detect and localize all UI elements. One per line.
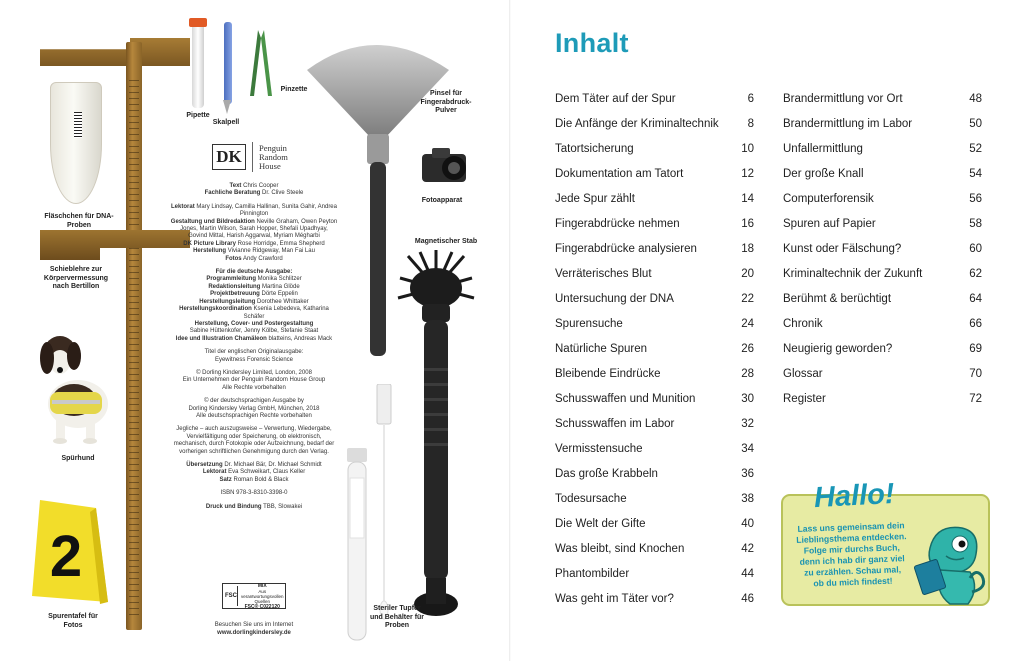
toc-entry-title: Brandermittlung vor Ort — [783, 93, 903, 105]
toc-entry-page: 72 — [969, 393, 982, 405]
toc-entry[interactable] — [783, 143, 982, 168]
sterile-swab-image — [372, 384, 396, 620]
toc-entry[interactable] — [555, 143, 754, 168]
toc-entry-page: 44 — [741, 568, 754, 580]
toc-entry-page: 36 — [741, 468, 754, 480]
toc-entry-page: 69 — [969, 343, 982, 355]
toc-entry-page: 24 — [741, 318, 754, 330]
logo-divider — [252, 142, 253, 172]
toc-entry-title: Die Welt der Gifte — [555, 518, 646, 530]
toc-entry-title: Glossar — [783, 368, 823, 380]
toc-entry-title: Chronik — [783, 318, 823, 330]
caption-marker: Spurentafel für Fotos — [48, 613, 98, 629]
toc-entry-title: Das große Krabbeln — [555, 468, 658, 480]
toc-entry-title: Spuren auf Papier — [783, 218, 876, 230]
toc-entry[interactable] — [555, 568, 754, 593]
publisher-logo — [212, 142, 288, 172]
toc-entry-title: Todesursache — [555, 493, 627, 505]
caption-camera: Fotoapparat — [421, 197, 463, 204]
caption-pipette: Pipette — [186, 112, 210, 119]
toc-entry[interactable] — [555, 443, 754, 468]
toc-entry[interactable] — [783, 393, 982, 418]
toc-entry-title: Jede Spur zählt — [555, 193, 635, 205]
toc-entry-page: 30 — [741, 393, 754, 405]
prh-logo: Penguin Random House — [259, 142, 288, 171]
dna-flask-image — [50, 82, 102, 204]
toc-entry[interactable] — [783, 193, 982, 218]
toc-entry-title: Der große Knall — [783, 168, 864, 180]
toc-entry[interactable] — [555, 368, 754, 393]
caliper-top-jaw — [40, 38, 190, 66]
toc-entry[interactable] — [555, 418, 754, 443]
toc-entry[interactable] — [555, 293, 754, 318]
toc-entry-page: 64 — [969, 293, 982, 305]
toc-entry-page: 10 — [741, 143, 754, 155]
toc-entry[interactable] — [555, 518, 754, 543]
caption-dog: Spürhund — [61, 455, 95, 462]
toc-entry-page: 54 — [969, 168, 982, 180]
toc-entry[interactable] — [783, 218, 982, 243]
toc-entry-page: 32 — [741, 418, 754, 430]
toc-entry[interactable] — [555, 218, 754, 243]
toc-entry-page: 26 — [741, 343, 754, 355]
toc-entry-title: Tatortsicherung — [555, 143, 634, 155]
toc-entry-title: Fingerabdrücke nehmen — [555, 218, 680, 230]
toc-entry-title: Register — [783, 393, 826, 405]
toc-entry-title: Berühmt & berüchtigt — [783, 293, 892, 305]
toc-entry-page: 56 — [969, 193, 982, 205]
imprint-credits: Text Chris Cooper Fachliche Beratung Dr. Clive Steele Lektorat Mary Lindsay, Camilla Hallinan, Sunita Gahir, Andrea Pinnington Gestaltung und Bildredaktion Neville Graham, Owen Peyton Jones, Martin Wilson, Sarah Hopper, Shefali Upadhyay, Govind Mittal, Harish Aggarwal, Myriam Mégharbi DK Picture Library Rose Horridge, Emma Shepherd Herstellung Vivianne Ridgeway, Man Fai Lau Fotos Andy Crawford Für die deutsche Ausgabe: Programmleitung Monika Schlitzer Redaktionsleitung Martina Glöde Projektbetreuung Dörte Eppelin Herstellungsleitung Dorothee Whittaker Herstellungskoordination Ksenia Lebedeva, Katharina Schäfer Herstellung, Cover- und Postergestaltung Sabine Hüttenkofer, Jenny Kölbe, Stefanie Staat Idee und Illustration Chamäleon blatteins, Andreas Mack Titel der englischen Originalausgabe: Eyewitness Forensic Science © Dorling Kindersley Limited, London, 2008 Ein Unternehmen der Penguin Random House Group Alle Rechte vorbehalten © der deutschsprachigen Ausgabe by Dorling Kindersley Verlag GmbH, München, 2018 Alle deutschsprachigen Rechte vorbehalten Jegliche – auch auszugsweise – Verwertung, Wiedergabe, Vervielfältigung oder Speicherung, ob elektronisch, mechanisch, durch Fotokopie oder Aufzeichnung, bedarf der vorherigen schriftlichen Genehmigung durch den Verlag. Übersetzung Dr. Michael Bär, Dr. Michael Schmidt Lektorat Eva Schweikart, Claus Keller Satz Roman Bold & Black ISBN 978-3-8310-3398-0 Druck und Bindung TBB, Slowakei — [170, 183, 338, 510]
toc-entry[interactable] — [555, 243, 754, 268]
toc-entry-title: Schusswaffen im Labor — [555, 418, 675, 430]
caliper-scale — [129, 80, 139, 620]
toc-entry-page: 20 — [741, 268, 754, 280]
caption-swab: Steriler Tupfer und Behälter für Proben — [369, 605, 425, 629]
toc-entry-page: 38 — [741, 493, 754, 505]
toc-entry-title: Dokumentation am Tatort — [555, 168, 684, 180]
toc-entry[interactable] — [555, 468, 754, 493]
magnetic-wand-image — [394, 248, 478, 628]
toc-entry[interactable] — [555, 593, 754, 618]
toc-entry[interactable] — [555, 543, 754, 568]
toc-entry[interactable] — [783, 318, 982, 343]
sniffer-dog-image — [30, 322, 122, 446]
toc-entry-page: 60 — [969, 243, 982, 255]
caption-brush: Pinsel für Fingerabdruck-Pulver — [420, 90, 472, 114]
toc-entry[interactable] — [555, 393, 754, 418]
toc-column-right — [783, 93, 982, 418]
flask-barcode — [74, 112, 82, 138]
toc-entry-page: 62 — [969, 268, 982, 280]
caption-tweezers: Pinzette — [280, 86, 308, 93]
toc-entry[interactable] — [555, 343, 754, 368]
caliper-slide-jaw — [40, 230, 190, 260]
toc-entry-title: Schusswaffen und Munition — [555, 393, 696, 405]
toc-entry-title: Was bleibt, sind Knochen — [555, 543, 685, 555]
caption-wand: Magnetischer Stab — [414, 238, 478, 245]
fsc-text: MIX Aus verantwortungsvollen Quellen FSC® C022120 — [241, 582, 284, 610]
fsc-tree-icon: FSC — [225, 586, 238, 606]
toc-entry[interactable] — [783, 368, 982, 393]
website-link[interactable]: www.dorlingkindersley.de — [217, 629, 291, 636]
toc-entry-title: Untersuchung der DNA — [555, 293, 674, 305]
caption-scalpel: Skalpell — [212, 119, 240, 126]
toc-entry-title: Phantombilder — [555, 568, 630, 580]
page-title: Inhalt — [555, 28, 629, 58]
toc-entry-page: 12 — [741, 168, 754, 180]
toc-entry[interactable] — [555, 318, 754, 343]
toc-entry-page: 52 — [969, 143, 982, 155]
toc-entry-title: Dem Täter auf der Spur — [555, 93, 676, 105]
sample-container-image — [346, 448, 368, 644]
toc-entry[interactable] — [555, 493, 754, 518]
toc-entry-page: 42 — [741, 543, 754, 555]
toc-entry-title: Kriminaltechnik der Zukunft — [783, 268, 923, 280]
toc-entry-title: Was geht im Täter vor? — [555, 593, 674, 605]
camera-image — [418, 140, 476, 190]
toc-entry-title: Spurensuche — [555, 318, 623, 330]
toc-entry-title: Verräterisches Blut — [555, 268, 652, 280]
toc-entry-title: Vermisstensuche — [555, 443, 643, 455]
toc-entry-title: Unfallermittlung — [783, 143, 863, 155]
toc-entry-page: 6 — [747, 93, 754, 105]
chameleon-mascot-icon — [910, 518, 988, 608]
toc-entry-page: 70 — [969, 368, 982, 380]
scalpel-blade — [223, 100, 231, 114]
toc-entry-page: 16 — [741, 218, 754, 230]
toc-entry-page: 40 — [741, 518, 754, 530]
toc-entry-page: 58 — [969, 218, 982, 230]
toc-entry[interactable] — [555, 93, 754, 118]
toc-entry-title: Kunst oder Fälschung? — [783, 243, 902, 255]
tweezers-image — [246, 28, 276, 98]
toc-entry[interactable] — [783, 343, 982, 368]
toc-entry-page: 48 — [969, 93, 982, 105]
hallo-text: Lass uns gemeinsam dein Lieblingsthema entdecken. Folge mir durchs Buch, denn ich hab dir ganz viel zu erzählen. Schau mal, ob du mich findest! — [796, 520, 907, 589]
toc-entry-page: 50 — [969, 118, 982, 130]
toc-entry-title: Fingerabdrücke analysieren — [555, 243, 697, 255]
toc-entry-title: Natürliche Spuren — [555, 343, 648, 355]
dk-logo: DK — [212, 144, 246, 170]
toc-entry[interactable] — [783, 118, 982, 143]
toc-entry-page: 34 — [741, 443, 754, 455]
toc-entry[interactable] — [555, 193, 754, 218]
website-note: Besuchen Sie uns im Internet www.dorlingkindersley.de — [170, 622, 338, 637]
caption-caliper: Schieblehre zur Körpervermessung nach Bertillon — [43, 266, 109, 290]
toc-entry-title: Computerforensik — [783, 193, 874, 205]
hallo-title: Hallo! — [813, 477, 896, 515]
toc-entry[interactable] — [783, 293, 982, 318]
toc-entry[interactable] — [783, 93, 982, 118]
toc-entry-page: 46 — [741, 593, 754, 605]
toc-entry-page: 8 — [747, 118, 754, 130]
toc-entry-title: Neugierig geworden? — [783, 343, 893, 355]
pipette-cap — [189, 18, 207, 27]
pipette-image — [192, 18, 204, 108]
toc-entry-page: 14 — [741, 193, 754, 205]
toc-entry-page: 22 — [741, 293, 754, 305]
toc-entry[interactable] — [555, 268, 754, 293]
toc-entry-title: Die Anfänge der Kriminaltechnik — [555, 118, 719, 130]
toc-entry[interactable] — [783, 243, 982, 268]
toc-entry-title: Brandermittlung im Labor — [783, 118, 913, 130]
scalpel-image — [224, 22, 232, 104]
fsc-label — [222, 583, 286, 609]
toc-entry[interactable] — [555, 168, 754, 193]
toc-entry[interactable] — [783, 268, 982, 293]
toc-entry[interactable] — [783, 168, 982, 193]
toc-entry-page: 28 — [741, 368, 754, 380]
page-gutter — [509, 0, 511, 661]
marker-number: 2 — [49, 524, 83, 589]
toc-entry-page: 18 — [741, 243, 754, 255]
toc-column-left — [555, 93, 754, 618]
toc-entry[interactable] — [555, 118, 754, 143]
caption-flask: Fläschchen für DNA-Proben — [44, 213, 114, 229]
toc-entry-page: 66 — [969, 318, 982, 330]
evidence-marker-image — [30, 494, 110, 608]
toc-entry-title: Bleibende Eindrücke — [555, 368, 661, 380]
